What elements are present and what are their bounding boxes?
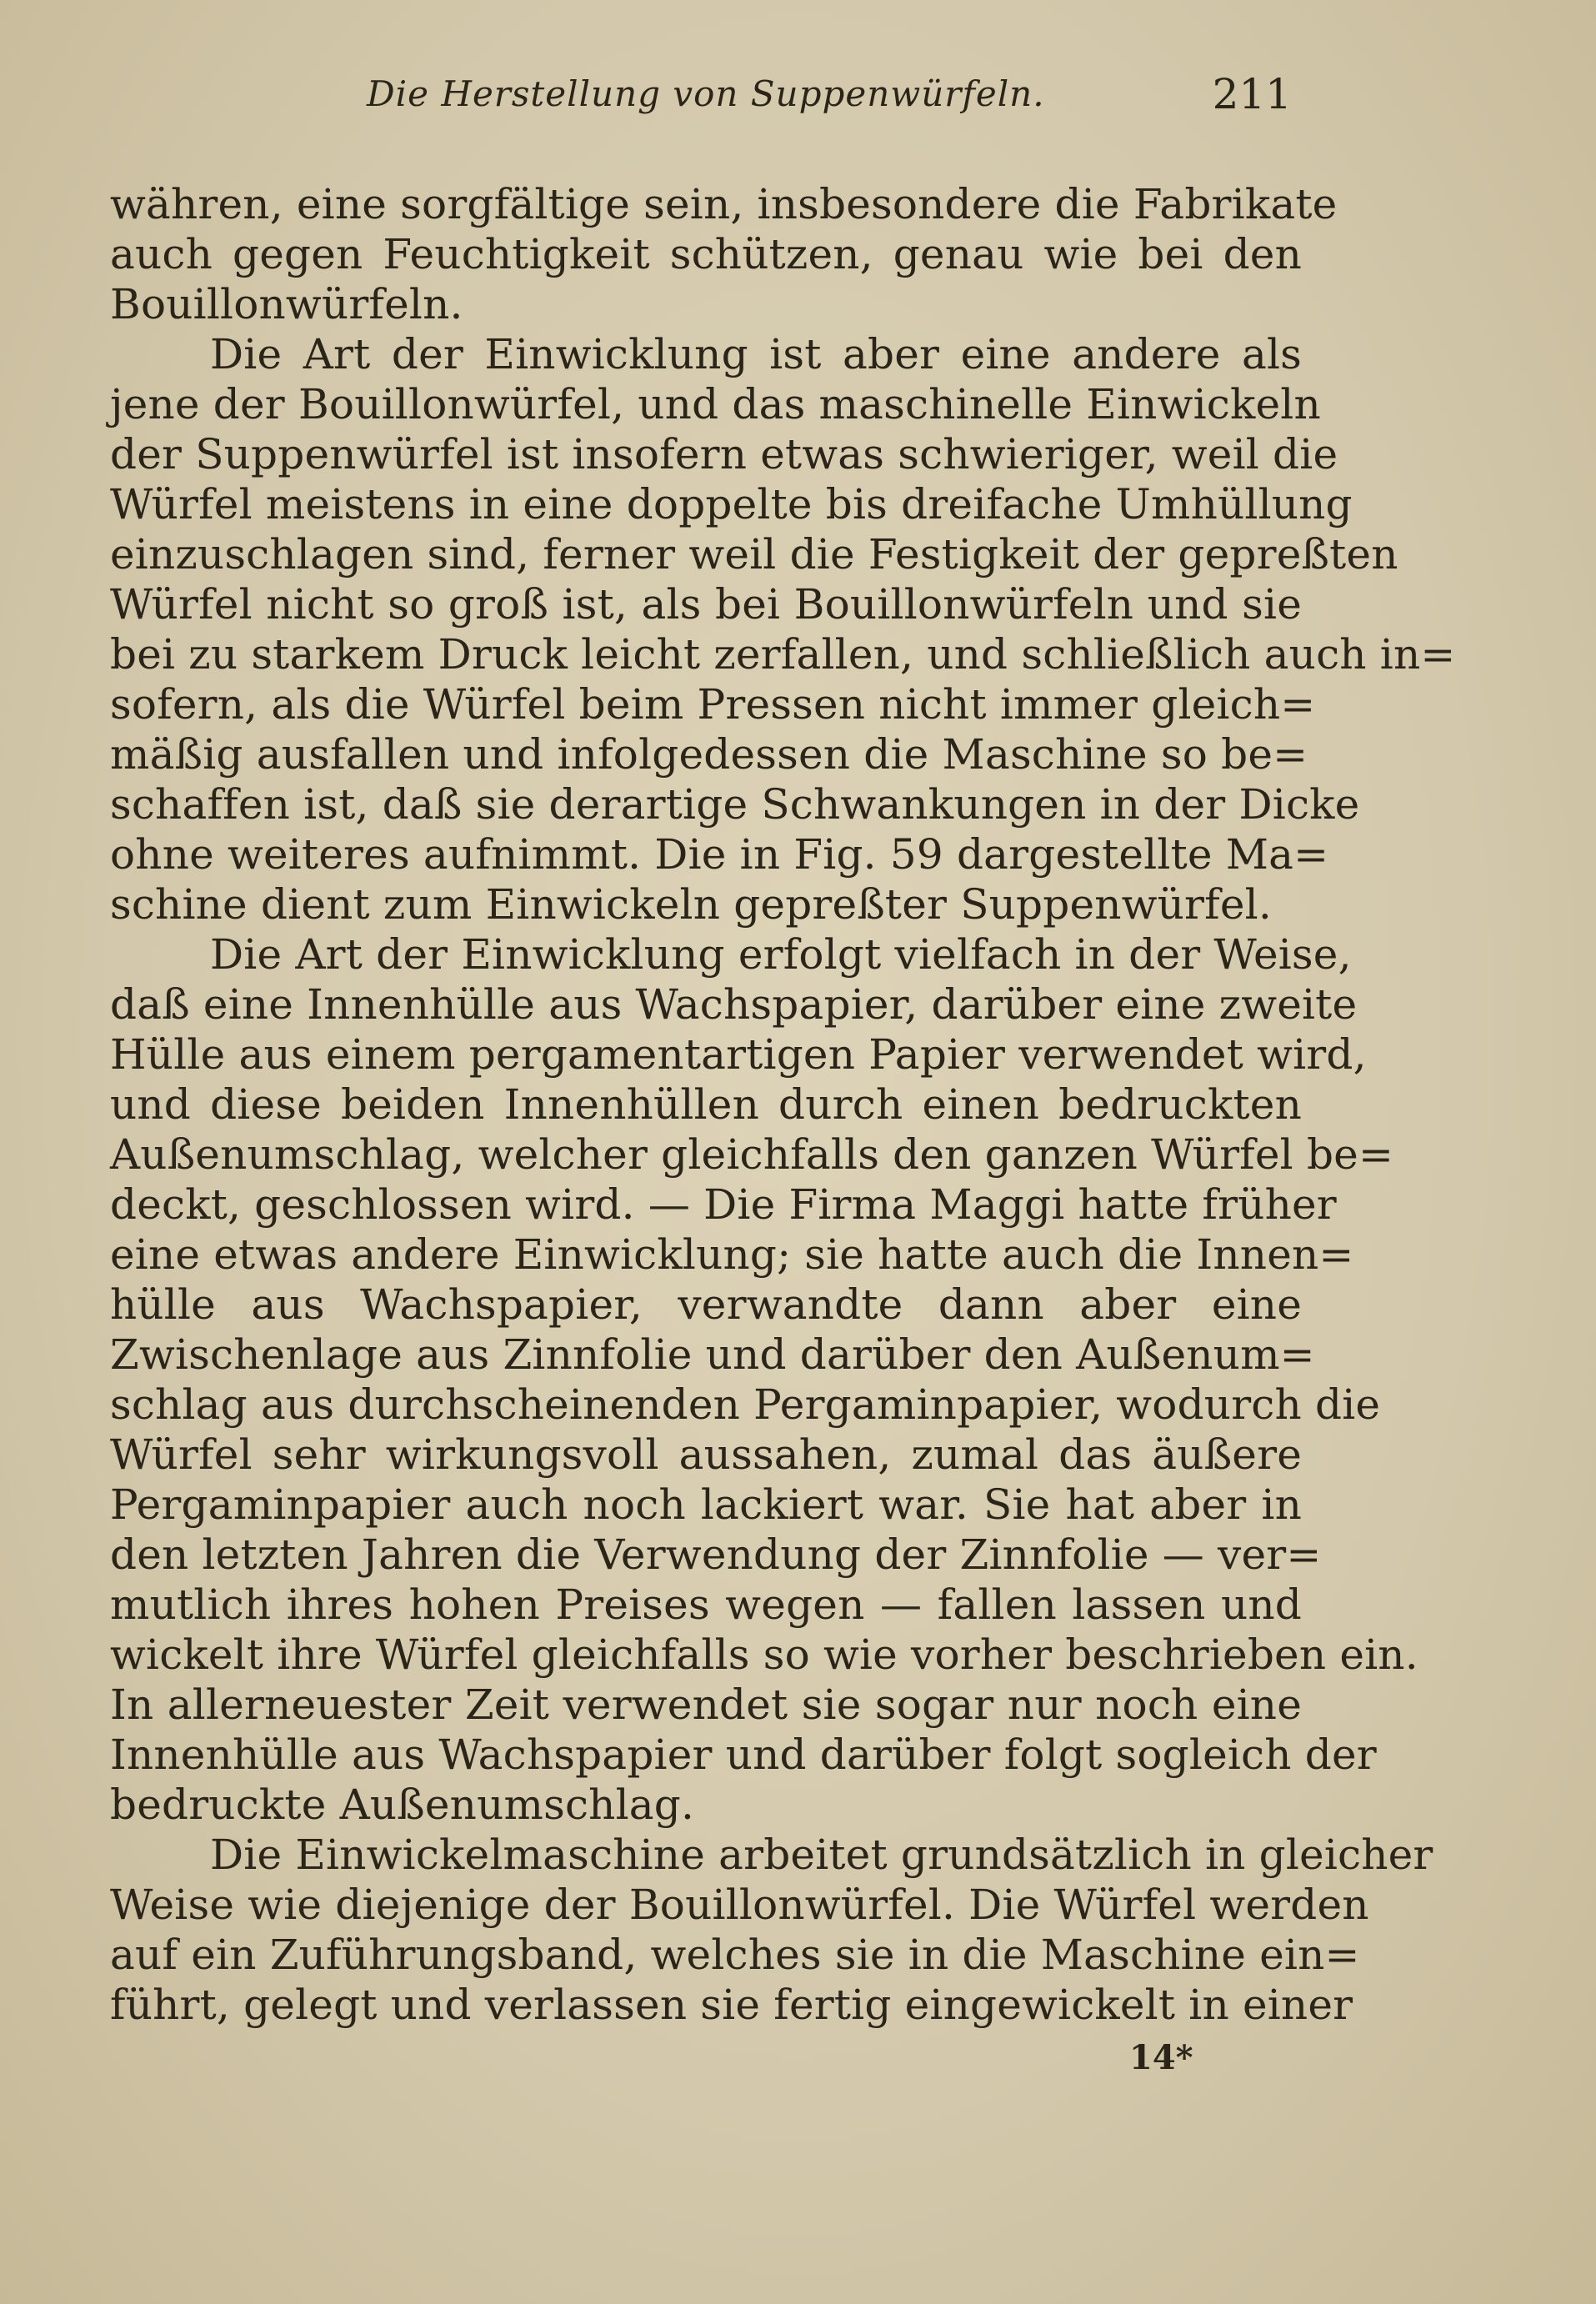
text-line: jene der Bouillonwürfel, und das maschinelle Einwickeln [110,380,1321,428]
text-line: und diese beiden Innenhüllen durch einen bedruckten [110,1080,1302,1129]
text-line: den letzten Jahren die Verwendung der Zinnfolie — ver= [110,1530,1322,1579]
text-line: wickelt ihre Würfel gleichfalls so wie vorher beschrieben ein. [110,1630,1418,1679]
text-line: währen, eine sorgfältige sein, insbesondere die Fabrikate [110,180,1338,228]
page-number: 211 [1212,70,1292,118]
text-line: Innenhülle aus Wachspapier und darüber folgt sogleich der [110,1731,1377,1779]
text-line: Zwischenlage aus Zinnfolie und darüber den Außenum= [110,1330,1315,1379]
body-text [110,179,1456,2030]
text-line: hülle aus Wachspapier, verwandte dann aber eine [110,1280,1302,1329]
text-line: bei zu starkem Druck leicht zerfallen, und schließlich auch in= [110,630,1456,679]
text-line: Würfel meistens in eine doppelte bis dreifache Umhüllung [110,480,1353,528]
text-line: schine dient zum Einwickeln gepreßter Suppenwürfel. [110,880,1272,929]
text-line: der Suppenwürfel ist insofern etwas schwieriger, weil die [110,430,1338,478]
running-title: Die Herstellung von Suppenwürfeln. [367,73,1045,114]
text-line: Die Art der Einwicklung ist aber eine andere als [210,330,1302,378]
text-line: Pergaminpapier auch noch lackiert war. Sie hat aber in [110,1480,1302,1529]
signature-mark: 14* [1129,2038,1193,2077]
text-line: Die Art der Einwicklung erfolgt vielfach in der Weise, [210,930,1352,979]
text-line: Die Einwickelmaschine arbeitet grundsätzlich in gleicher [210,1831,1433,1879]
text-line: mäßig ausfallen und infolgedessen die Maschine so be= [110,730,1308,779]
text-line: sofern, als die Würfel beim Pressen nicht immer gleich= [110,680,1316,729]
text-line: Außenumschlag, welcher gleichfalls den ganzen Würfel be= [110,1130,1394,1179]
text-line: daß eine Innenhülle aus Wachspapier, darüber eine zweite [110,980,1358,1029]
text-line: In allerneuester Zeit verwendet sie sogar nur noch eine [110,1680,1302,1729]
text-line: mutlich ihres hohen Preises wegen — fallen lassen und [110,1580,1302,1629]
text-line: auch gegen Feuchtigkeit schützen, genau wie bei den [110,230,1302,278]
text-line: deckt, geschlossen wird. — Die Firma Maggi hatte früher [110,1180,1337,1229]
text-line: Würfel sehr wirkungsvoll aussahen, zumal das äußere [110,1430,1302,1479]
text-line: Weise wie diejenige der Bouillonwürfel. Die Würfel werden [110,1881,1369,1929]
text-line: Hülle aus einem pergamentartigen Papier verwendet wird, [110,1030,1367,1079]
text-line: einzuschlagen sind, ferner weil die Festigkeit der gepreßten [110,530,1398,579]
text-line: Würfel nicht so groß ist, als bei Bouillonwürfeln und sie [110,580,1302,629]
text-line: schaffen ist, daß sie derartige Schwankungen in der Dicke [110,780,1360,829]
text-line: ohne weiteres aufnimmt. Die in Fig. 59 dargestellte Ma= [110,830,1329,879]
text-line: eine etwas andere Einwicklung; sie hatte auch die Innen= [110,1230,1354,1279]
page-header [108,70,1292,132]
text-line: Bouillonwürfeln. [110,280,463,328]
text-line: auf ein Zuführungsband, welches sie in die Maschine ein= [110,1931,1360,1979]
text-line: schlag aus durchscheinenden Pergaminpapier, wodurch die [110,1380,1381,1429]
text-line: führt, gelegt und verlassen sie fertig eingewickelt in einer [110,1981,1353,2029]
text-line: bedruckte Außenumschlag. [110,1781,695,1829]
